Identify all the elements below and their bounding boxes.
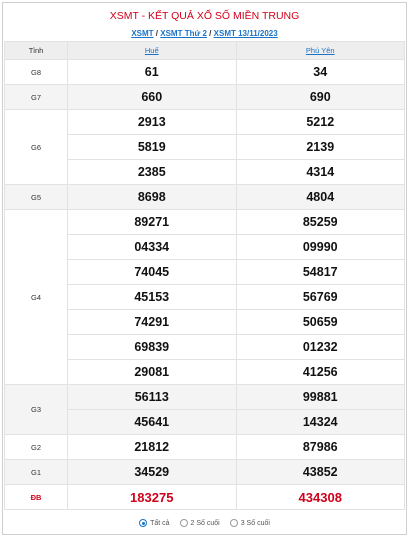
breadcrumb-separator: / — [155, 29, 159, 38]
table-row — [5, 185, 405, 210]
result-number-hue: 04334 — [68, 235, 237, 260]
result-number-phu-yen: 85259 — [236, 210, 405, 235]
results-panel — [2, 2, 407, 535]
result-number-hue: 34529 — [68, 460, 237, 485]
result-number-phu-yen: 09990 — [236, 235, 405, 260]
result-number-hue: 89271 — [68, 210, 237, 235]
result-number-hue: 56113 — [68, 385, 237, 410]
prize-label: G1 — [5, 460, 68, 485]
filter-option-2-digits[interactable] — [180, 519, 220, 527]
result-number-hue: 183275 — [68, 485, 237, 510]
prize-label: G7 — [5, 85, 68, 110]
prize-label: G5 — [5, 185, 68, 210]
result-number-hue: 74045 — [68, 260, 237, 285]
table-row — [5, 210, 405, 235]
breadcrumb — [3, 27, 406, 41]
result-number-phu-yen: 690 — [236, 85, 405, 110]
breadcrumb-link-xsmt[interactable]: XSMT — [131, 29, 154, 38]
result-number-phu-yen: 54817 — [236, 260, 405, 285]
result-number-phu-yen: 4804 — [236, 185, 405, 210]
result-number-hue: 61 — [68, 60, 237, 85]
result-number-phu-yen: 43852 — [236, 460, 405, 485]
result-number-phu-yen: 4314 — [236, 160, 405, 185]
result-number-phu-yen: 14324 — [236, 410, 405, 435]
table-row — [5, 110, 405, 135]
filter-option-3-digits[interactable] — [230, 519, 270, 527]
result-number-hue: 45641 — [68, 410, 237, 435]
digit-filter — [3, 512, 406, 534]
prize-label: G4 — [5, 210, 68, 385]
result-number-phu-yen: 434308 — [236, 485, 405, 510]
filter-option-all[interactable] — [139, 519, 169, 527]
results-table — [4, 41, 405, 510]
result-number-phu-yen: 41256 — [236, 360, 405, 385]
result-number-hue: 2913 — [68, 110, 237, 135]
result-number-hue: 660 — [68, 85, 237, 110]
result-number-phu-yen: 2139 — [236, 135, 405, 160]
table-row — [5, 85, 405, 110]
filter-option-label: 2 Số cuối — [190, 519, 220, 527]
prize-label: G8 — [5, 60, 68, 85]
result-number-phu-yen: 99881 — [236, 385, 405, 410]
radio-icon[interactable] — [230, 519, 238, 527]
prize-label: G3 — [5, 385, 68, 435]
province-link-hue[interactable]: Huế — [68, 42, 237, 60]
result-number-phu-yen: 56769 — [236, 285, 405, 310]
result-number-phu-yen: 5212 — [236, 110, 405, 135]
table-row — [5, 435, 405, 460]
table-row — [5, 485, 405, 510]
result-number-phu-yen: 87986 — [236, 435, 405, 460]
result-number-hue: 5819 — [68, 135, 237, 160]
result-number-hue: 45153 — [68, 285, 237, 310]
prize-label: G2 — [5, 435, 68, 460]
province-link-phu-yen[interactable]: Phú Yên — [236, 42, 405, 60]
column-header-province: Tỉnh — [5, 42, 68, 60]
filter-option-label: 3 Số cuối — [240, 519, 270, 527]
prize-label: ĐB — [5, 485, 68, 510]
table-row — [5, 385, 405, 410]
result-number-hue: 21812 — [68, 435, 237, 460]
result-number-phu-yen: 34 — [236, 60, 405, 85]
prize-label: G6 — [5, 110, 68, 185]
radio-icon[interactable] — [180, 519, 188, 527]
table-row — [5, 460, 405, 485]
breadcrumb-separator: / — [209, 29, 212, 38]
result-number-phu-yen: 01232 — [236, 335, 405, 360]
breadcrumb-link-date[interactable]: XSMT 13/11/2023 — [213, 29, 278, 38]
result-number-hue: 2385 — [68, 160, 237, 185]
filter-option-label: Tất cả — [150, 519, 170, 527]
table-header-row — [5, 42, 405, 60]
table-row — [5, 60, 405, 85]
result-number-hue: 29081 — [68, 360, 237, 385]
result-number-hue: 69839 — [68, 335, 237, 360]
result-number-hue: 74291 — [68, 310, 237, 335]
breadcrumb-link-weekday[interactable]: XSMT Thứ 2 — [160, 29, 207, 38]
page-title: XSMT - KẾT QUẢ XỔ SỐ MIỀN TRUNG — [109, 10, 300, 22]
result-number-phu-yen: 50659 — [236, 310, 405, 335]
radio-selected-icon[interactable] — [139, 519, 147, 527]
result-number-hue: 8698 — [68, 185, 237, 210]
